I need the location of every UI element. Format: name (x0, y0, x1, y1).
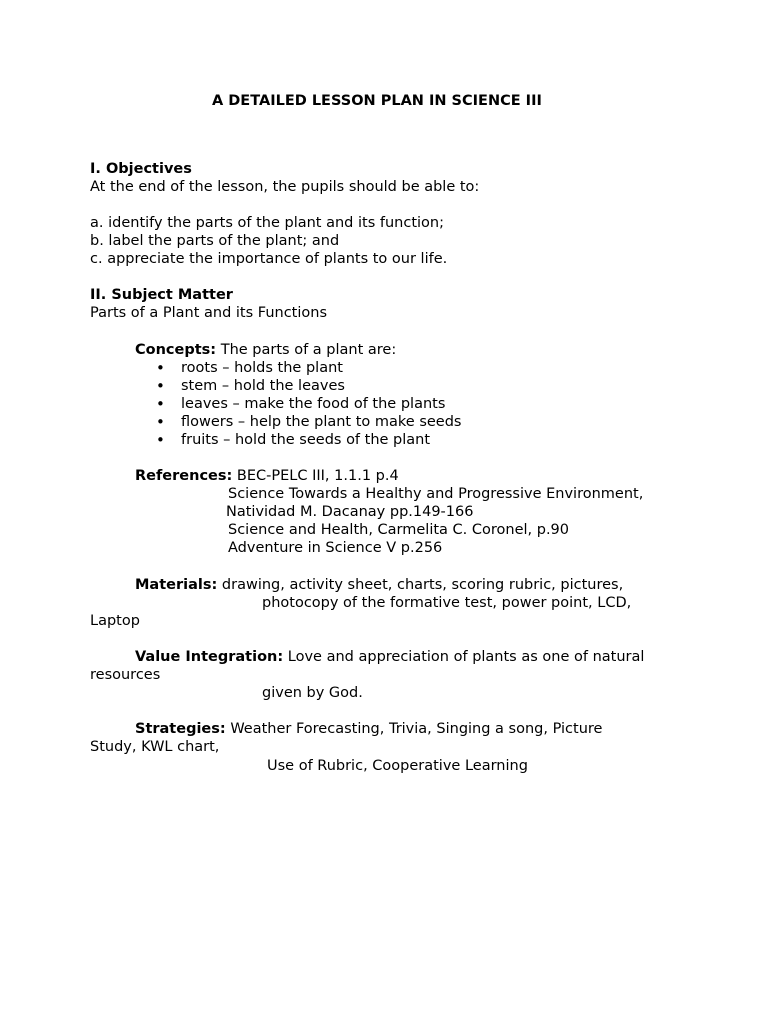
materials-continuation: Laptop (90, 613, 140, 629)
value-integration-line (135, 648, 644, 666)
value-integration-continuation: given by God. (262, 685, 363, 701)
concepts-text: The parts of a plant are: (220, 342, 397, 358)
objectives-heading: I. Objectives (90, 161, 192, 177)
page-title: A DETAILED LESSON PLAN IN SCIENCE III (212, 93, 542, 109)
subject-matter-heading: II. Subject Matter (90, 287, 233, 303)
objectives-intro: At the end of the lesson, the pupils should be able to: (90, 179, 480, 195)
subject-topic: Parts of a Plant and its Functions (90, 305, 328, 321)
objective-item: a. identify the parts of the plant and its function; (90, 215, 444, 231)
value-integration-label: Value Integration: (135, 649, 284, 665)
value-integration-continuation: resources (90, 667, 161, 683)
bullet-icon: • (156, 395, 165, 413)
materials-continuation: photocopy of the formative test, power point, LCD, (262, 595, 632, 611)
reference-item: Science Towards a Healthy and Progressive Environment, (228, 486, 644, 502)
concept-item-text: roots – holds the plant (181, 360, 343, 376)
bullet-icon: • (156, 431, 165, 449)
value-integration-text: Love and appreciation of plants as one of natural (287, 649, 645, 665)
objective-item: c. appreciate the importance of plants to our life. (90, 251, 448, 267)
objective-item: b. label the parts of the plant; and (90, 233, 340, 249)
materials-label: Materials: (135, 577, 218, 593)
bullet-icon: • (156, 377, 165, 395)
bullet-icon: • (156, 359, 165, 377)
concept-item-text: leaves – make the food of the plants (181, 396, 446, 412)
concept-item-text: fruits – hold the seeds of the plant (181, 432, 431, 448)
concepts-label: Concepts: (135, 342, 217, 358)
references-line (135, 467, 399, 485)
strategies-continuation: Study, KWL chart, (90, 739, 220, 755)
strategies-label: Strategies: (135, 721, 226, 737)
references-first: BEC-PELC III, 1.1.1 p.4 (236, 468, 399, 484)
materials-line (135, 576, 623, 594)
reference-item: Natividad M. Dacanay pp.149-166 (226, 504, 474, 520)
strategies-text: Weather Forecasting, Trivia, Singing a song, Picture (230, 721, 603, 737)
concept-item-text: stem – hold the leaves (181, 378, 345, 394)
concept-item-text: flowers – help the plant to make seeds (181, 414, 462, 430)
references-label: References: (135, 468, 233, 484)
concepts-line (135, 341, 396, 359)
strategies-continuation: Use of Rubric, Cooperative Learning (267, 758, 528, 774)
reference-item: Adventure in Science V p.256 (228, 540, 443, 556)
strategies-line (135, 720, 602, 738)
materials-text: drawing, activity sheet, charts, scoring rubric, pictures, (221, 577, 624, 593)
bullet-icon: • (156, 413, 165, 431)
reference-item: Science and Health, Carmelita C. Coronel, p.90 (228, 522, 570, 538)
